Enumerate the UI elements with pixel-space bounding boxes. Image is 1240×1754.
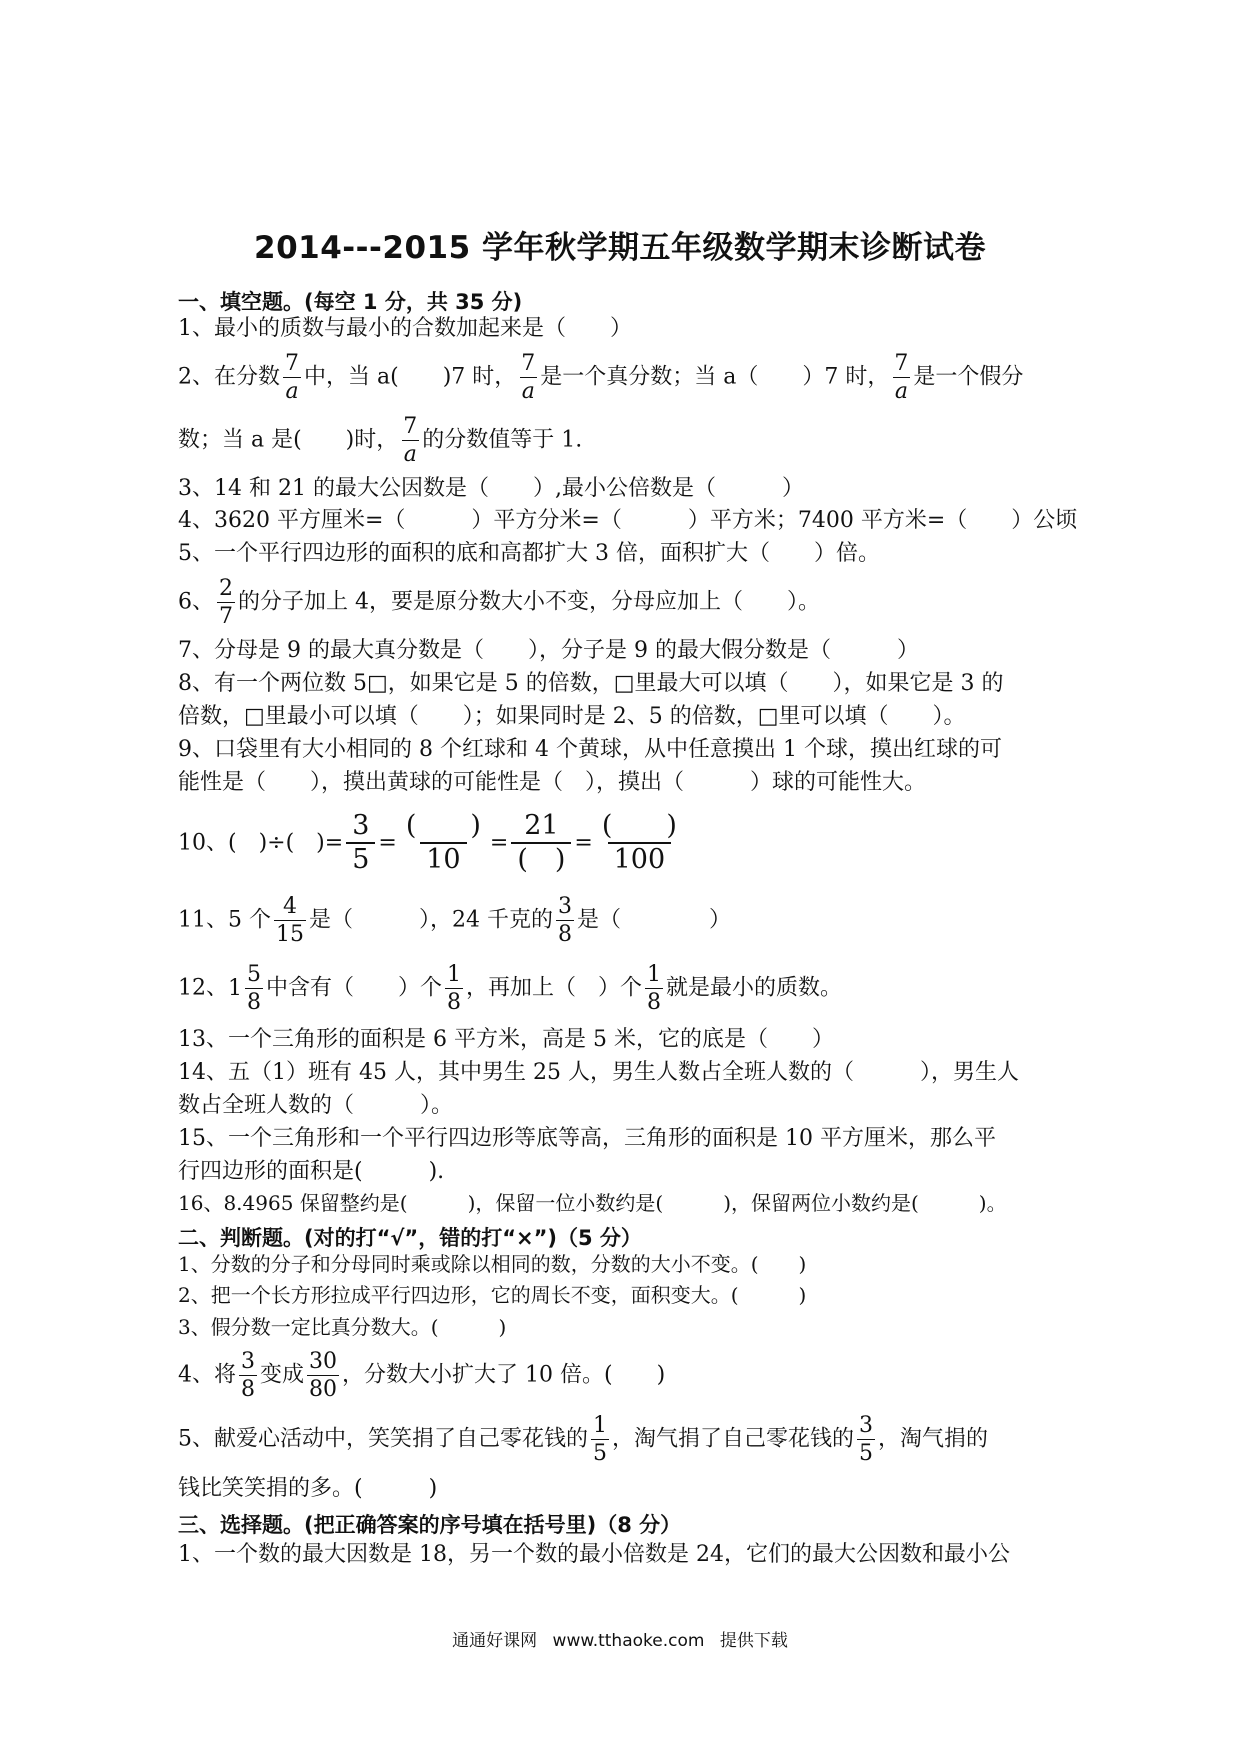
question-1-2-cont: 数；当 a 是( )时， $\frac{7}{a}$ 的分数值等于 1. <box>178 414 583 468</box>
question-1-16: 16、8.4965 保留整约是( )，保留一位小数约是( )，保留两位小数约是( )。 <box>178 1191 1007 1215</box>
footer-site: 通通好课网 <box>452 1631 538 1651</box>
section3-heading: 三、选择题。(把正确答案的序号填在括号里)（8 分） <box>178 1513 682 1537</box>
question-2-5: 5、献爱心活动中，笑笑捐了自己零花钱的 $\frac{1}{5}$ ，淘气捐了自己零花钱的 $\frac{3}{5}$ ，淘气捐的 <box>178 1413 989 1467</box>
footer <box>0 1626 1240 1651</box>
page-title: 2014---2015 学年秋学期五年级数学期末诊断试卷 <box>254 230 986 266</box>
question-2-2: 2、把一个长方形拉成平行四边形，它的周长不变，面积变大。( ) <box>178 1283 807 1307</box>
question-2-5-cont: 钱比笑笑捐的多。( ) <box>178 1476 438 1501</box>
footer-url[interactable]: www.tthaoke.com <box>552 1631 705 1651</box>
question-1-6: 6、 $\frac{2}{7}$ 的分子加上 4，要是原分数大小不变，分母应加上（ ）。 <box>178 576 820 630</box>
question-1-13: 13、一个三角形的面积是 6 平方米，高是 5 米，它的底是（ ） <box>178 1027 834 1052</box>
question-2-4: 4、将 $\frac{3}{8}$ 变成 $\frac{30}{80}$ ，分数大小扩大了 10 倍。( ) <box>178 1349 666 1403</box>
question-1-14-cont: 数占全班人数的（ ）。 <box>178 1093 454 1118</box>
question-1-15: 15、一个三角形和一个平行四边形等底等高，三角形的面积是 10 平方厘米，那么平 <box>178 1126 996 1151</box>
question-3-1: 1、一个数的最大因数是 18，另一个数的最小倍数是 24，它们的最大公因数和最小公 <box>178 1542 1010 1567</box>
question-1-9: 9、口袋里有大小相同的 8 个红球和 4 个黄球，从中任意摸出 1 个球，摸出红球的可 <box>178 737 1002 762</box>
question-1-11: 11、5 个 $\frac{4}{15}$ 是（ ），24 千克的 $\frac{3}{8}$ 是（ ） <box>178 894 732 948</box>
question-1-9-cont: 能性是（ ），摸出黄球的可能性是（ ），摸出（ ）球的可能性大。 <box>178 770 927 795</box>
question-1-8-cont: 倍数，□里最小可以填（ ）；如果同时是 2、5 的倍数，□里可以填（ ）。 <box>178 704 966 729</box>
question-2-1: 1、分数的分子和分母同时乘或除以相同的数，分数的大小不变。( ) <box>178 1252 807 1276</box>
question-1-14: 14、五（1）班有 45 人，其中男生 25 人，男生人数占全班人数的（ ），男生人 <box>178 1060 1019 1085</box>
question-1-15-cont: 行四边形的面积是( ). <box>178 1159 445 1184</box>
question-1-4: 4、3620 平方厘米=（ ）平方分米=（ ）平方米；7400 平方米=（ ）公顷 <box>178 508 1078 533</box>
section1-heading: 一、填空题。(每空 1 分，共 35 分) <box>178 290 523 314</box>
question-2-3: 3、假分数一定比真分数大。( ) <box>178 1315 507 1339</box>
question-1-10: 10、( )÷( )= $\frac{3}{5}$ = $\frac{( )}{10}$ = $\frac{21}{( )}$ = $\frac{( )}{100}$ <box>178 810 677 876</box>
question-1-5: 5、一个平行四边形的面积的底和高都扩大 3 倍，面积扩大（ ）倍。 <box>178 541 880 566</box>
question-1-7: 7、分母是 9 的最大真分数是（ ），分子是 9 的最大假分数是（ ） <box>178 638 919 663</box>
question-1-8: 8、有一个两位数 5□，如果它是 5 的倍数，□里最大可以填（ ），如果它是 3 的 <box>178 671 1004 696</box>
section2-heading: 二、判断题。(对的打“√”，错的打“×”)（5 分） <box>178 1226 642 1250</box>
footer-tail: 提供下载 <box>719 1631 788 1651</box>
question-1-2: 2、在分数 $\frac{7}{a}$ 中，当 a( )7 时， $\frac{7}{a}$ 是一个真分数；当 a（ ）7 时， $\frac{7}{a}$ 是一个假分 <box>178 351 1024 405</box>
question-1-12: 12、 1 $\frac{5}{8}$ 中含有（ ）个 $\frac{1}{8}$ ，再加上（ ）个 $\frac{1}{8}$ 就是最小的质数。 <box>178 962 843 1016</box>
question-1-1: 1、最小的质数与最小的合数加起来是（ ） <box>178 316 632 341</box>
question-1-3: 3、14 和 21 的最大公因数是（ ）,最小公倍数是（ ） <box>178 476 804 501</box>
